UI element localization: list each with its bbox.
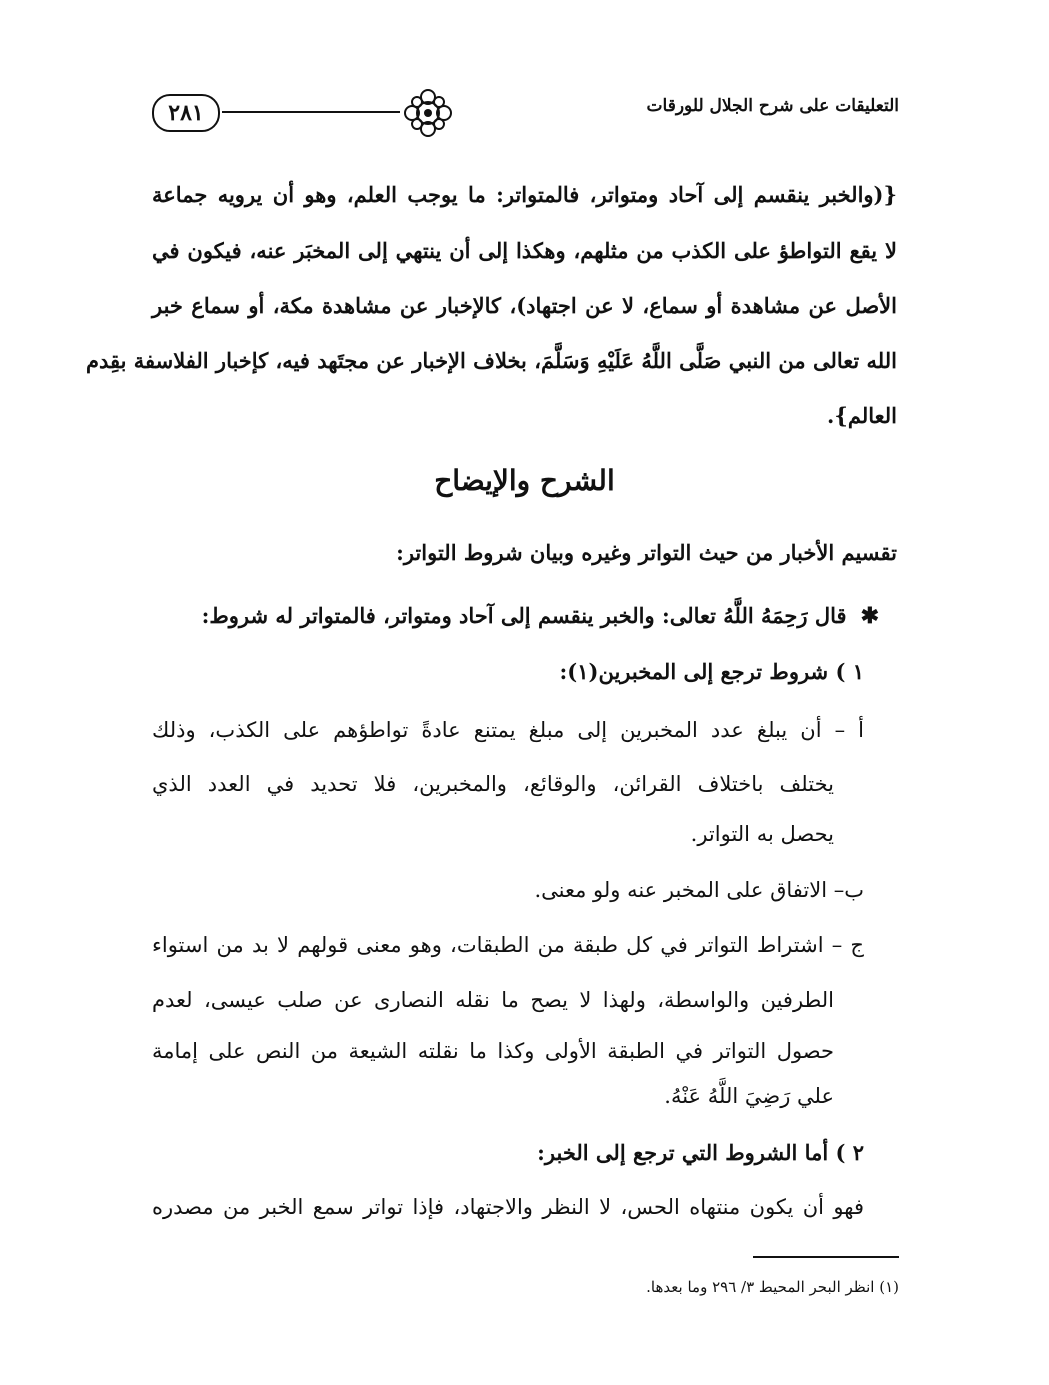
- item1-c-line-3: حصول التواتر في الطبقة الأولى وكذا ما نقلته الشيعة من النص على إمامة: [152, 1039, 834, 1063]
- item1-b-line: ب– الاتفاق على المخبر عنه ولو معنى.: [534, 878, 864, 902]
- quote-line-1: {(والخبر ينقسم إلى آحاد ومتواتر، فالمتواتر: ما يوجب العلم، وهو أن يرويه جماعة: [152, 182, 897, 207]
- quote-line-3: الأصل عن مشاهدة أو سماع، لا عن اجتهاد)، كالإخبار عن مشاهدة مكة، أو سماع خبر: [152, 293, 897, 318]
- item2-line-1: فهو أن يكون منتهاه الحس، لا النظر والاجتهاد، فإذا تواتر سمع الخبر من مصدره: [152, 1195, 864, 1219]
- intro-line: [152, 603, 879, 629]
- subheading: تقسيم الأخبار من حيث التواتر وغيره وبيان شروط التواتر:: [396, 540, 897, 565]
- item1-a-line-3: يحصل به التواتر.: [690, 822, 834, 846]
- intro-text: قال رَحِمَهُ اللَّهُ تعالى: والخبر ينقسم إلى آحاد ومتواتر، فالمتواتر له شروط:: [201, 603, 847, 628]
- section-title: الشرح والإيضاح: [434, 464, 615, 497]
- footnote-rule: [753, 1256, 899, 1258]
- page-number-badge: ٢٨١: [152, 94, 220, 132]
- quote-line-5: العالم}.: [827, 403, 897, 428]
- header-rule: [222, 111, 400, 113]
- item1-heading: ١ ) شروط ترجع إلى المخبرين(١):: [559, 659, 864, 684]
- quote-line-2: لا يقع التواطؤ على الكذب من مثلهم، وهكذا إلى أن ينتهي إلى المخبَر عنه، فيكون في: [152, 238, 897, 263]
- item1-c-line-1: ج – اشتراط التواتر في كل طبقة من الطبقات، وهو معنى قولهم لا بد من استواء: [152, 933, 864, 957]
- running-header-title: التعليقات على شرح الجلال للورقات: [646, 96, 899, 116]
- item1-a-line-2: يختلف باختلاف القرائن، والوقائع، والمخبرين، فلا تحديد في العدد الذي: [152, 772, 834, 796]
- quote-line-4: الله تعالى من النبي صَلَّى اللَّهُ عَلَيْهِ وَسَلَّمَ، بخلاف الإخبار عن مجتَهد فيه، كإخبار الفلاسفة بقِدم: [85, 348, 897, 373]
- ornament-icon: [395, 80, 461, 146]
- asterisk-icon: ✱: [860, 603, 879, 629]
- footnote: (١) انظر البحر المحيط ٣/ ٢٩٦ وما بعدها.: [646, 1278, 899, 1296]
- item1-c-line-2: الطرفين والواسطة، ولهذا لا يصح ما نقله النصارى عن صلب عيسى، لعدم: [152, 988, 834, 1012]
- item1-c-line-4: علي رَضِيَ اللَّهُ عَنْهُ.: [664, 1084, 834, 1108]
- item1-a-line-1: أ – أن يبلغ عدد المخبرين إلى مبلغ يمتنع عادةً تواطؤهم على الكذب، وذلك: [152, 718, 864, 742]
- item2-heading: ٢ ) أما الشروط التي ترجع إلى الخبر:: [537, 1140, 864, 1165]
